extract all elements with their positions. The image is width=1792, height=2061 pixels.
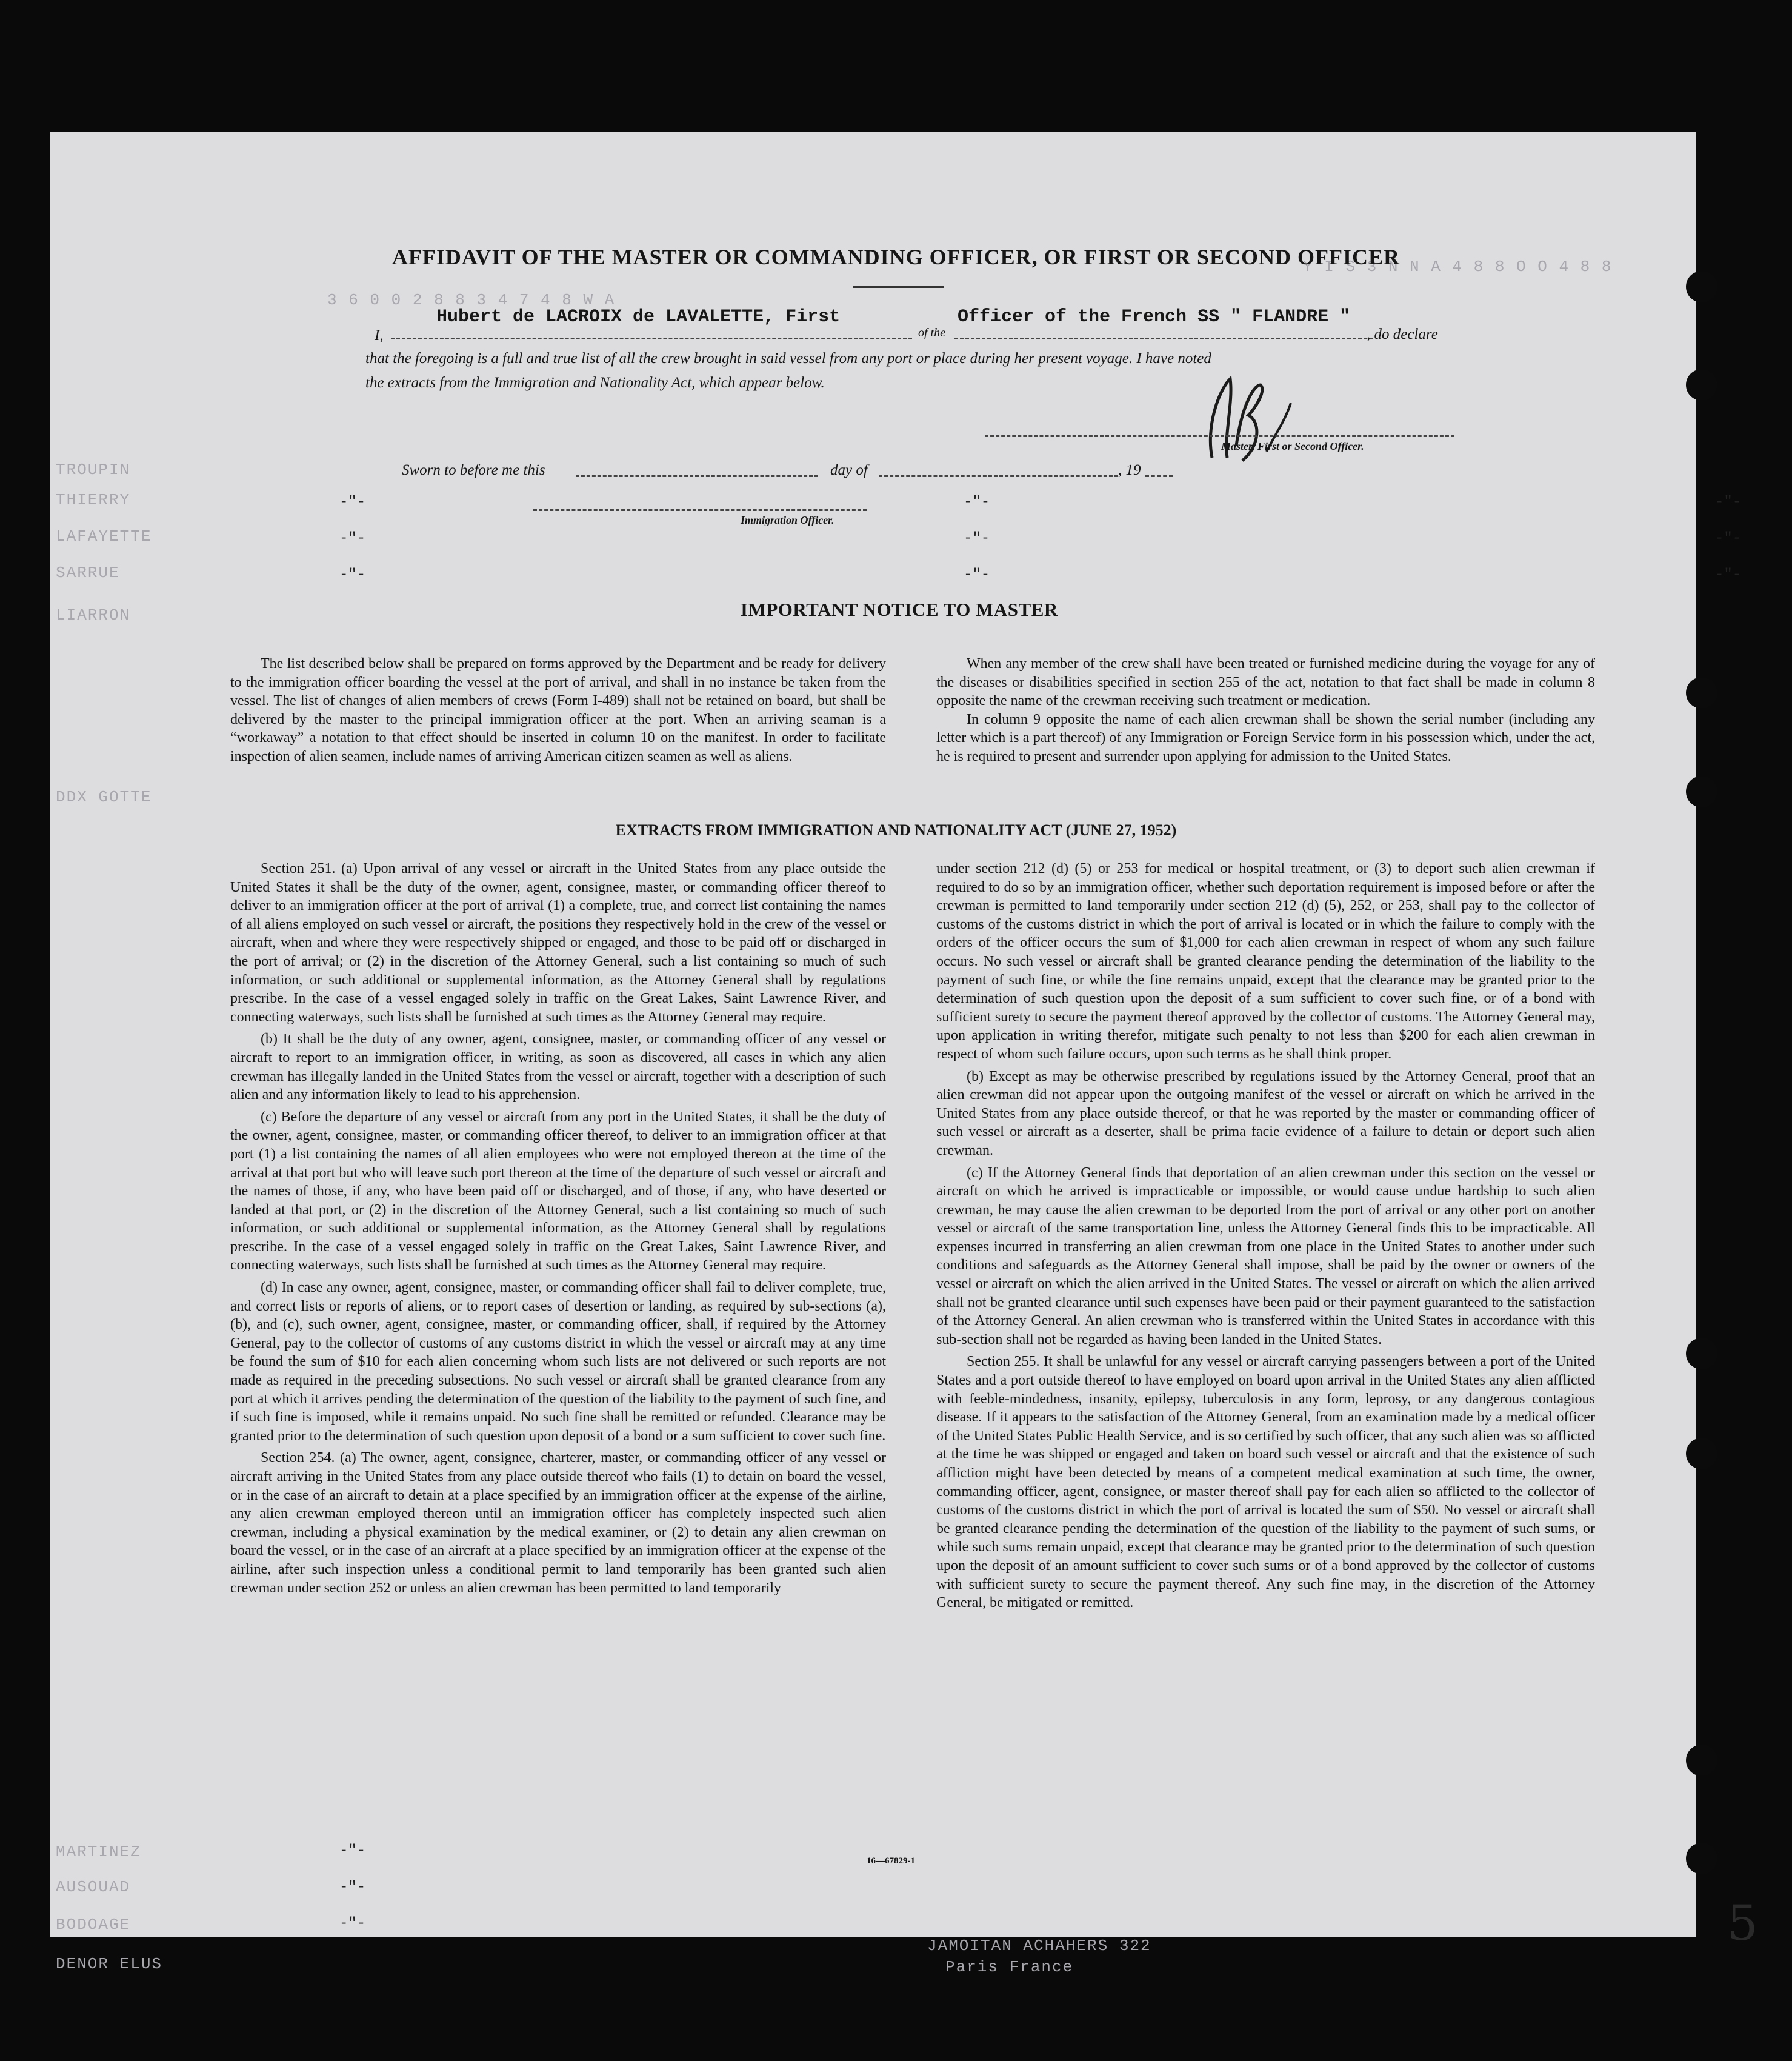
officer-name-value: Hubert de LACROIX de LAVALETTE, First xyxy=(436,307,841,327)
page-title: AFFIDAVIT OF THE MASTER OR COMMANDING OFFICER, OR FIRST OR SECOND OFFICER xyxy=(391,245,1401,269)
ditto-mark: -"- xyxy=(964,494,990,510)
do-declare-label: , do declare xyxy=(1367,326,1438,342)
ditto-mark: -"- xyxy=(964,530,990,547)
bleed-through-row: MARTINEZ xyxy=(56,1843,141,1861)
section-254a-continued: under section 212 (d) (5) or 253 for medical or hospital treatment, or (3) to deport such alien crewman if required to do so by an immigration officer, whether such deportation requirement is imposed before or after the crewman is permitted to land temporarily under section 212 (d) (5), 252, or 253, shall pay to the collector of customs of the customs district in which the port of arrival is located or in which the failure to comply with the orders of the officer occurs the sum of $1,000 for each alien crewman in respect of whom any such failure occurs. No such vessel or aircraft shall be granted clearance pending the determination of the liability to the payment of such fine, or while the fine remains unpaid, except that the clearance may be granted prior to the determination of such question upon the deposit of a sum sufficient to cover such fine, or of a bond with sufficient surety to secure the payment thereof approved by the collector of customs. The Attorney General may, upon application in writing therefor, mitigate such penalty to not less than $200 for each alien crewman in respect of whom such failure occurs, upon such terms as he shall think proper. xyxy=(936,861,1595,1062)
declaration-prefix: I, xyxy=(375,327,384,344)
day-of-label: day of xyxy=(830,462,868,478)
ditto-mark: -"- xyxy=(1715,494,1742,510)
form-code: 16—67829-1 xyxy=(867,1856,915,1866)
ditto-mark: -"- xyxy=(339,1879,366,1896)
sworn-year-line xyxy=(1145,475,1173,477)
punch-hole xyxy=(1686,1843,1717,1874)
officer-name-line xyxy=(391,338,912,339)
of-the-label: of the xyxy=(918,326,945,339)
punch-hole xyxy=(1686,1438,1717,1469)
section-254b: (b) Except as may be otherwise prescribed by regulations issued by the Attorney General, proof that an alien crewman did not appear upon the outgoing manifest of the vessel or aircraft on which he arrived in the United States from any place outside thereof, or that he was reported by the master or commanding officer of such vessel or aircraft as a deserter, shall be prima facie evidence of a failure to detain or deport such alien crewman. xyxy=(936,1068,1595,1158)
notice-right-column xyxy=(936,655,1595,766)
section-251c: (c) Before the departure of any vessel or aircraft from any port in the United States, it shall be the duty of the owner, agent, consignee, master, or commanding officer thereof, to deliver to an immigration officer at that port (1) a list containing the names of all alien employees who were not employed thereon at the time of the arrival at that port but who will leave such port thereon at the time of the departure of such vessel or aircraft and the names of those, if any, who have been paid off or discharged, and of those, if any, who have deserted or landed at that port, or (2) in the discretion of the Attorney General, such a list containing so much of such information, or such additional or supplemental information, as the Attorney General shall by regulations prescribe. In the case of a vessel engaged solely in traffic on the Great Lakes, Saint Lawrence River, and connecting waterways, such lists shall be furnished at such times as the Attorney General may require. xyxy=(230,1109,886,1274)
section-254c: (c) If the Attorney General finds that deportation of an alien crewman under this section on the vessel or aircraft on which he arrived is impracticable or impossible, or would cause undue hardship to such alien crewman, he may cause the alien crewman to be deported from the port of arrival or any other port on another vessel or aircraft of the same transportation line, unless the Attorney General finds this to be impracticable. All expenses incurred in transferring an alien crewman from one place in the United States to another under such conditions and safeguards as the Attorney General shall impose, shall be paid by the owner or owners of the vessel or aircraft on which the alien arrived in the United States. The vessel or aircraft on which the alien arrived shall not be granted clearance until such expenses have been paid or their payment guaranteed to the satisfaction of the Attorney General. An alien crewman who is transferred within the United States in accordance with this sub-section shall not be regarded as having been landed in the United States. xyxy=(936,1164,1595,1348)
bleed-through-row: Paris France xyxy=(945,1958,1074,1976)
bleed-through-row: SARRUE xyxy=(56,564,120,582)
section-254a: Section 254. (a) The owner, agent, consignee, charterer, master, or commanding officer of any vessel or aircraft arriving in the United States from any place outside thereof who fails (1) to detain on board the vessel, or in the case of an aircraft to detain at a place specified by an immigration officer at the expense of the airline, any alien crewman employed thereon until an immigration officer has completely inspected such alien crewman, including a physical examination by the medical examiner, or (2) to detain any alien crewman on board the vessel, or in the case of an aircraft at a place specified by an immigration officer at the expense of the airline, after such inspection unless a conditional permit to land temporarily has been granted such alien crewman under section 252 or unless an alien crewman has been permitted to land temporarily xyxy=(230,1450,886,1596)
punch-hole xyxy=(1686,271,1717,302)
officer-role-line xyxy=(954,338,1373,339)
ditto-mark: -"- xyxy=(339,494,366,510)
section-255: Section 255. It shall be unlawful for any vessel or aircraft carrying passengers between a port of the United States and a port outside thereof to have employed on board upon arrival in the United States any alien afflicted with feeble-mindedness, insanity, epilepsy, tuberculosis in any form, leprosy, or any dangerous contagious disease. If it appears to the satisfaction of the Attorney General, from an examination made by a medical officer of the United States Public Health Service, and is so certified by such officer, that any such alien was so afflicted at the time he was shipped or engaged and taken on board such vessel or aircraft and that the existence of such affliction might have been detected by means of a competent medical examination at such time, the owner, commanding officer, agent, consignee, or master thereof shall pay for each alien so afflicted to the collector of customs of the customs district in which the port of arrival is located the sum of $50. No vessel or aircraft shall be granted clearance pending the determination of the question of the liability to the payment of such sums, or while such sums remain unpaid, except that clearance may be granted prior to the determination of such question upon the deposit of an amount sufficient to cover such sums or of a bond approved by the collector of customs with sufficient surety to secure the payment thereof. Any such fine may, in the discretion of the Attorney General, be mitigated or remitted. xyxy=(936,1354,1595,1611)
notice-right-paragraph-2: In column 9 opposite the name of each alien crewman shall be shown the serial number (including any letter which is a part thereof) of any Immigration or Foreign Service form in his possession which, under the act, he is required to present and surrender upon applying for admission to the United States. xyxy=(936,711,1595,764)
bleed-through-row: BODOAGE xyxy=(56,1916,131,1934)
sworn-month-line xyxy=(879,475,1118,477)
punch-hole xyxy=(1686,776,1717,807)
punch-hole xyxy=(1686,1745,1717,1776)
notice-left-paragraph: The list described below shall be prepared on forms approved by the Department and be ready for delivery to the immigration officer boarding the vessel at the port of arrival, and shall in no instance be taken from the vessel. The list of changes of alien members of crews (Form I-489) shall not be retained on board, but shall be delivered by the master to the principal immigration officer at the port. When an arriving seaman is a “workaway” a notation to that effect should be inserted in column 10 on the manifest. In order to facilitate inspection of alien seamen, include names of arriving American citizen seamen as well as aliens. xyxy=(230,656,886,764)
bleed-through-row: Y I S 3 N N A 4 8 8 O O 4 8 8 xyxy=(1303,258,1613,276)
declaration-line-3: the extracts from the Immigration and Nationality Act, which appear below. xyxy=(365,375,825,391)
bleed-through-row: LAFAYETTE xyxy=(56,527,152,546)
ditto-mark: -"- xyxy=(339,1916,366,1932)
ditto-mark: -"- xyxy=(339,1843,366,1859)
notice-title: IMPORTANT NOTICE TO MASTER xyxy=(741,599,1058,620)
punch-hole xyxy=(1686,369,1717,401)
punch-hole xyxy=(1686,1338,1717,1369)
title-divider xyxy=(853,286,944,288)
signature-line xyxy=(985,435,1454,437)
page-number: 5 xyxy=(1727,1895,1758,1951)
year-label: , 19 xyxy=(1118,462,1141,478)
bleed-through-row: JAMOITAN ACHAHERS 322 xyxy=(927,1937,1151,1955)
ditto-mark: -"- xyxy=(1715,567,1742,583)
punch-hole xyxy=(1686,677,1717,709)
extracts-right-column xyxy=(936,860,1595,1612)
ditto-mark: -"- xyxy=(339,567,366,583)
bleed-through-row: THIERRY xyxy=(56,491,131,509)
ditto-mark: -"- xyxy=(964,567,990,583)
section-251b: (b) It shall be the duty of any owner, agent, consignee, master, or commanding officer of any vessel or aircraft to report to an immigration officer, in writing, as soon as discovered, all cases in which any alien crewman has illegally landed in the United States from the vessel or aircraft, together with a description of such alien and any information likely to lead to his apprehension. xyxy=(230,1031,886,1103)
notice-right-paragraph-1: When any member of the crew shall have been treated or furnished medicine during the voyage for any of the diseases or disabilities specified in section 255 of the act, notation to that fact shall be made in column 8 opposite the name of the crewman receiving such treatment or medication. xyxy=(936,656,1595,709)
ditto-mark: -"- xyxy=(339,530,366,547)
sworn-day-line xyxy=(576,475,818,477)
extracts-left-column xyxy=(230,860,886,1597)
officer-role-value: Officer of the French SS " FLANDRE " xyxy=(958,307,1351,327)
bleed-through-row: 3 6 0 0 2 8 8 3 4 7 4 8 W A xyxy=(327,291,616,309)
section-251a: Section 251. (a) Upon arrival of any vessel or aircraft in the United States from any place outside the United States it shall be the duty of the owner, agent, consignee, master, or commanding officer thereof to deliver to an immigration officer at the port of arrival (1) a complete, true, and correct list containing the names of all aliens employed on such vessel or aircraft, the positions they respectively hold in the crew of the vessel or aircraft, when and where they were respectively shipped or engaged, and those to be paid off or discharged in the port of arrival; or (2) in the discretion of the Attorney General, such a list containing so much of such information, or such additional or supplemental information, as the Attorney General shall by regulations prescribe. In the case of a vessel engaged solely in traffic on the Great Lakes, Saint Lawrence River, and connecting waterways, such lists shall be furnished at such times as the Attorney General may require. xyxy=(230,861,886,1025)
bleed-through-row: TROUPIN xyxy=(56,461,131,479)
ditto-mark: -"- xyxy=(1715,530,1742,547)
sworn-label: Sworn to before me this xyxy=(402,462,545,478)
declaration-line-2: that the foregoing is a full and true list of all the crew brought in said vessel from any port or place during her present voyage. I have noted xyxy=(365,350,1211,367)
section-251d: (d) In case any owner, agent, consignee, master, or commanding officer shall fail to deliver complete, true, and correct lists or reports of aliens, or to report cases of desertion or landing, as required by sub-sections (a), (b), and (c), such owner, agent, consignee, master, or commanding officer, shall, if required by the Attorney General, pay to the collector of customs of any customs district in which the vessel or aircraft may at any time be found the sum of $10 for each alien concerning whom such lists are not delivered or such reports are not made as required in the preceding subsections. No such vessel or aircraft shall be granted clearance from any port at which it arrives pending the determination of the question of the liability to the payment of such fine, and if such fine is imposed, while it remains unpaid. No such fine shall be remitted or refunded. Clearance may be granted prior to the determination of such question upon deposit of a bond or a sum sufficient to cover such fine. xyxy=(230,1280,886,1444)
signature-caption: Master, First or Second Officer. xyxy=(1221,440,1364,452)
bleed-through-row: DENOR ELUS xyxy=(56,1955,163,1973)
extracts-title: EXTRACTS FROM IMMIGRATION AND NATIONALITY ACT (JUNE 27, 1952) xyxy=(615,821,1177,839)
bleed-through-row: DDX GOTTE xyxy=(56,788,152,806)
notice-left-column xyxy=(230,655,886,766)
bleed-through-row: LIARRON xyxy=(56,606,131,624)
immigration-officer-caption: Immigration Officer. xyxy=(741,514,834,526)
immigration-officer-line xyxy=(533,509,867,511)
bleed-through-row: AUSOUAD xyxy=(56,1878,131,1896)
